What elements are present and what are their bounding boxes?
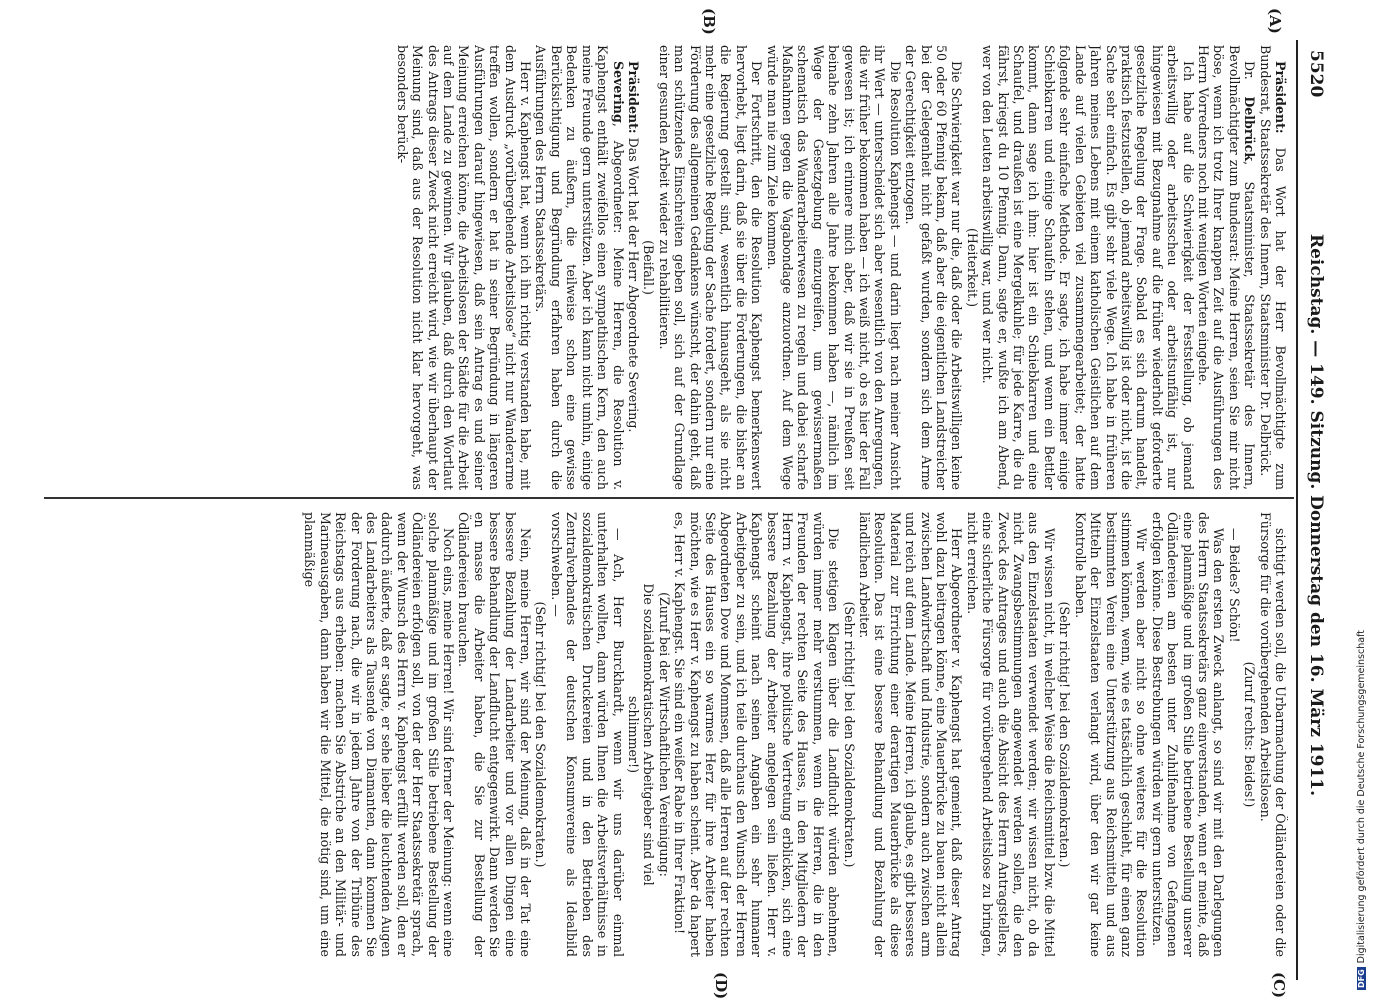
left-paragraph: Dr. Delbrück, Staatsminister, Staatssekretär des Innern, Bevollmächtigter zum Bundesrat: Meine Herren, seien Sie mir nicht böse, wenn ich trotz Ihrer knappen Zeit auf die Ausführungen des Herrn Vorredners noch mit wenigen Worten eingehe. [1195, 45, 1258, 490]
footer-text: Digitalisierung gefördert durch die Deutsche Forschungsgemeinschaft [1356, 630, 1367, 964]
right-interjection: (Zuruf rechts: Beides!) [1242, 661, 1258, 808]
left-paragraph: Die Resolution Kaphengst — und darin liegt nach meiner Ansicht ihr Wert — unterscheidet sich aber wesentlich von den Anregungen, die wir früher bekommen haben — ich weiß nicht, ob es hier der Fall gewesen ist; ich erinnere mich aber, daß wir sie in Preußen seit beinahe zehn Jahren alle Jahre bekommen haben —, nämlich im Wege der Gesetzgebung einzugreifen, um gewissermaßen schematisch das Wanderarbeiterwesen zu regeln und dabei scharfe Maßnahmen gegen die Vagabondage anzuordnen. Auf dem Wege würde man nie zum Ziele kommen. [764, 45, 903, 490]
left-paragraph: Präsident: Das Wort hat der Herr Abgeordnete Severing. [625, 61, 641, 433]
right-paragraph: Die stetigen Klagen über die Landflucht würden abnehmen, würden immer mehr verstummen, wenn die Herren, die in den Freunden der rechten Seite des Hauses, in den Mitgliedern der Herrn v. Kaphengst, ihre politische Vertretung erblicken, sich eine bessere Bezahlung der Arbeiter angelegen sein ließen. Herr v. Kaphengst scheint nach seinen Angaben ein sehr humaner Arbeitgeber zu sein, und ich teile durchaus den Wunsch der Herren Abgeordneten Dove und Mommsen, daß alle Herren auf der rechten Seite des Hauses ein so warmes Herz für ihre Arbeiter haben möchten, wie es Herr v. Kaphengst zu haben scheint. Aber da hapert es, Herr v. Kaphengst. Sie sind ein weißer Rabe in Ihrer Fraktion! [672, 512, 842, 957]
right-interjection: (Sehr richtig! bei den Sozialdemokraten.) [533, 601, 549, 868]
left-paragraph: Ich habe auf die Schwierigkeit der Feststellung, ob jemand arbeitswillig oder arbeitsscheu oder arbeitsunfähig ist, nur hingewiesen mit Bezugnahme auf die früher wiederholt geforderte gesetzliche Regelung der Frage. Sobald es sich darum handelt, praktisch festzustellen, ob jemand arbeitswillig ist oder nicht, ist die Sache sehr einfach. Es gibt sehr viele Wege. Ich habe in früheren Jahren meines Lebens mit einem katholischen Geistlichen auf dem Lande auf vielen Gebieten viel zusammengearbeitet; der hatte folgende sehr einfache Methode. Er sagte, ich habe immer einige Schiebkarren und einige Schaufeln stehen, und wenn ein Bettler kommt, dann sage ich ihm: hier ist ein Schiebkarren und eine Schaufel, und draußen ist eine Mergelkuhle; für jede Karre, die du fährst, kriegst du 10 Pfennig. Dann, sagte er, wußte ich am Abend, wer von den Leuten arbeitswillig war, und wer nicht. [980, 45, 1196, 490]
left-paragraph: Severing, Abgeordneter: Meine Herren, die Resolution v. Kaphengst enthält zweifellos einen sympathischen Kern, den auch meine Freunde gern unterstützen. Aber ich kann nicht umhin, einige Bedenken zu äußern, die teilweise schon eine gewisse Berücksichtigung und Begründung erfahren haben durch die Ausführungen des Herrn Staatssekretärs. [533, 45, 626, 490]
left-paragraph: Die Schwierigkeit war nur die, daß oder die Arbeitswilligen keine 50 oder 60 Pfennig bekam, daß aber die eigentlichen Landstreicher bei der Gelegenheit nicht gefaßt wurden, sondern sich dem Arme der Gerechtigkeit entzogen. [903, 45, 965, 490]
left-interjection: (Heiterkeit.) [964, 228, 980, 307]
right-column [48, 512, 1288, 957]
right-paragraph: Wir werden aber nicht so ohne weiteres für die Resolution stimmen können, wenn, wie es tatsächlich geschieht, für einen ganz bestimmten Verein eine Unterstützung aus Reichsmitteln und aus Mitteln der Einzelstaaten verlangt wird, über den wir gar keine Kontrolle haben. [1072, 512, 1150, 957]
left-paragraph: Herr v. Kaphengst hat, wenn ich ihn richtig verstanden habe, mit dem Ausdruck „vorübergehende Arbeitslose“ nicht nur Wanderarme treffen wollen, sondern er hat in seiner Begründung in längeren Ausführungen darauf hingewiesen, daß sein Antrag es und seiner Meinung erreichen könne, die Arbeitslosen der Städte für die Arbeit auf dem Lande zu gewinnen. Wir glauben, daß durch den Wortlaut des Antrags dieser Zweck nicht erreicht wird, wie wir überhaupt der Meinung sind, daß aus der Resolution nicht klar hervorgeht, was besonders berück- [394, 45, 534, 490]
header-rule [1296, 40, 1298, 980]
document-page [30, 0, 1330, 1000]
column-divider [44, 497, 1294, 499]
right-paragraph: Noch eins, meine Herren! Wir sind ferner der Meinung: wenn eine solche planmäßige und im großen Stile betriebene Bestellung der Ödländereien erfolgen soll, von der der Herr Staatssekretär sprach, wenn der Wunsch des Herrn v. Kaphengst erfüllt werden soll, den er dadurch äußerte, daß er sagte, er sehe lieber die leuchtenden Augen des Landarbeiters als Tausende von Diamanten, dann kommen Sie der Forderung nach, die wir in jedem Jahre von der Tribüne des Reichstags aus erheben: machen Sie Abstriche an den Militär- und Marineausgaben, dann haben wir die Mittel, die nötig sind, um eine planmäßige [302, 512, 457, 957]
left-interjection: (Beifall.) [641, 240, 657, 295]
running-head: Reichstag. — 149. Sitzung. Donnerstag den 16. März 1911. [1306, 233, 1326, 797]
right-interjection: (Sehr richtig! bei den Sozialdemokraten.) [841, 601, 857, 868]
left-paragraph: Präsident: Das Wort hat der Herr Bevollmächtigte zum Bundesrat, Staatssekretär des Innern, Staatsminister Dr. Delbrück. [1257, 45, 1288, 490]
digitization-footer [1356, 630, 1367, 990]
dfg-logo: DFG [1357, 969, 1366, 988]
right-paragraph: — Beides? Schön! [1226, 528, 1242, 643]
margin-mark-a: (A) [1266, 8, 1284, 34]
left-paragraph: Der Fortschritt, den die Resolution Kaphengst bemerkenswert hervorhebt, liegt darin, daß sie über die Forderungen, die bisher an die Regierung gestellt sind, wesentlich hinausgeht, als sie nicht mehr eine gesetzliche Regelung der Sache fordert, sondern nur eine Förderung des allgemeinen Gedankens wünscht, der dahin geht, daß man schützendes Einschreiten geben soll, sich auf der Grundlage einer gesunden Arbeit wieder zu rehabilitieren. [656, 45, 765, 490]
right-paragraph: — Ach, Herr Burckhardt, wenn wir uns darüber einmal unterhalten wollten, dann würden Ihnen die Arbeitsverhältnisse in sozialdemokratischen Druckereien und in den Betrieben des Zentralverbandes der deutschen Konsumvereine als Idealbild vorschweben. — [548, 512, 626, 957]
page-header [1300, 50, 1330, 980]
right-paragraph: Herr Abgeordneter v. Kaphengst hat gemeint, daß dieser Antrag wohl dazu beitragen könne, eine Mauerbrücke zu bauen nicht allein zwischen Landwirtschaft und Industrie, sondern auch zwischen arm und reich auf dem Lande. Meine Herren, ich glaube, es gibt besseres Material zur Errichtung einer derartigen Mauerbrücke als diese Resolution. Das ist eine bessere Behandlung und Bezahlung der ländlichen Arbeiter. [857, 512, 965, 957]
margin-mark-d: (D) [712, 972, 730, 1000]
right-interjection: (Sehr richtig! bei den Sozialdemokraten.) [1057, 601, 1073, 868]
left-column [48, 45, 1288, 490]
margin-mark-b: (B) [700, 8, 718, 35]
page-number: 5520 [1306, 50, 1326, 98]
right-interjection: (Zuruf bei der Wirtschaftlichen Vereinigung: Die sozialdemokratischen Arbeitgeber sind viel schlimmer!) [625, 583, 672, 886]
right-paragraph: sichtigt werden soll, die Urbarmachung der Ödländereien oder die Fürsorge für die vorübergehenden Arbeitslosen. [1257, 512, 1288, 957]
right-paragraph: Nein, meine Herren, wir sind der Meinung, daß in der Tat eine bessere Bezahlung der Landarbeiter und vor allen Dingen eine bessere Behandlung der Landflucht entgegenwirkt. Dann werden Sie en masse die Arbeiter haben, die Sie zur Bestellung der Ödländereien brauchen. [456, 512, 534, 957]
right-paragraph: Wir wissen nicht, in welcher Weise die Reichsmittel bzw. die Mittel aus den Einzelstaaten verwendet werden; wir wissen nicht, ob da nicht Zwangsbestimmungen angewendet werden sollen, die den Zweck des Antrages und auch die Absicht des Herrn Antragstellers, eine sicherliche Fürsorge für vorübergehend Arbeitslose zu bringen, nicht erreichen. [964, 512, 1057, 957]
right-paragraph: Was den ersten Zweck anlangt, so sind wir mit den Darlegungen des Herrn Staatssekretärs ganz einverstanden, wenn er meinte, daß eine planmäßige und im großen Stile betriebene Bestellung unserer Ödländereien am besten unter Zuhilfenahme von Gefangenen erfolgen könne. Diese Bestrebungen würden wir gern unterstützen. [1149, 512, 1227, 957]
margin-mark-c: (C) [1270, 972, 1288, 999]
